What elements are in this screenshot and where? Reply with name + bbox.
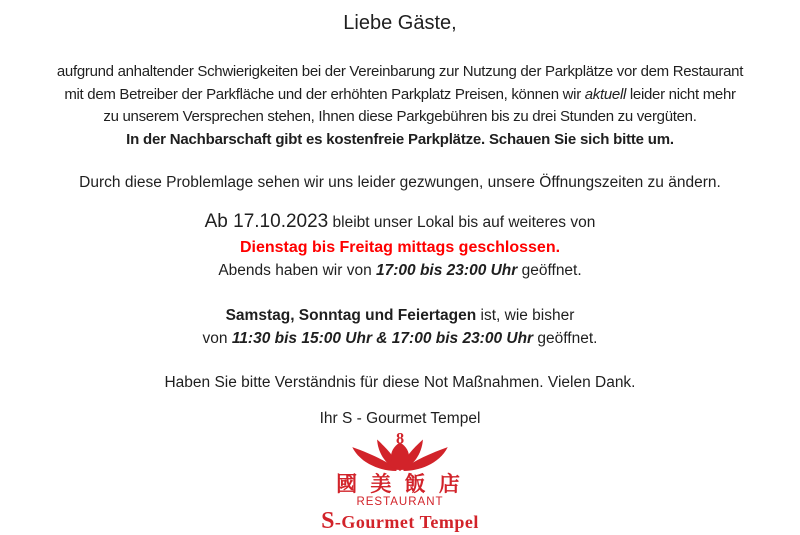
brand-rest: -Gourmet Tempel bbox=[334, 512, 479, 532]
effective-date: Ab 17.10.2023 bbox=[204, 211, 329, 232]
evening-hours-line bbox=[0, 259, 800, 282]
evening-hours-value: 17:00 bis 23:00 Uhr bbox=[376, 262, 518, 279]
lotus-flower-icon bbox=[345, 430, 455, 472]
lucky-number-8: 8 bbox=[395, 430, 405, 448]
weekend-days: Samstag, Sonntag und Feiertagen bbox=[225, 307, 477, 324]
closed-notice: Dienstag bis Freitag mittags geschlossen. bbox=[239, 239, 561, 256]
intro-line-3: zu unserem Versprechen stehen, Ihnen diese Parkgebühren bis zu drei Stunden zu vergüten. bbox=[103, 108, 697, 125]
problem-statement: Durch diese Problemlage sehen wir uns leider gezwungen, unsere Öffnungszeiten zu ändern. bbox=[79, 174, 721, 191]
intro-line-1: aufgrund anhaltender Schwierigkeiten bei der Vereinbarung zur Nutzung der Parkplätze vor dem Restaurant bbox=[56, 63, 744, 80]
effective-date-rest: bleibt unser Lokal bis auf weiteres von bbox=[328, 214, 596, 231]
weekend-days-line bbox=[0, 304, 800, 327]
evening-hours-pre: Abends haben wir von bbox=[218, 262, 377, 279]
evening-hours-post: geöffnet. bbox=[517, 262, 582, 279]
intro-line-2-emphasis: aktuell bbox=[584, 85, 627, 103]
free-parking-note: In der Nachbarschaft gibt es kostenfreie Parkplätze. Schauen Sie sich bitte um. bbox=[126, 130, 674, 148]
weekend-hours-value: 11:30 bis 15:00 Uhr & 17:00 bis 23:00 Uhr bbox=[231, 330, 534, 347]
brand-name bbox=[0, 509, 800, 535]
intro-line-2-post: leider nicht mehr bbox=[626, 85, 736, 103]
intro-line-2-pre: mit dem Betreiber der Parkfläche und der erhöhten Parkplatz Preisen, können wir bbox=[64, 85, 585, 103]
effective-date-line bbox=[0, 209, 800, 236]
signature: Ihr S - Gourmet Tempel bbox=[319, 410, 481, 427]
weekend-hours-line bbox=[0, 327, 800, 350]
weekend-days-rest: ist, wie bisher bbox=[476, 307, 575, 324]
weekend-hours-block bbox=[0, 304, 800, 350]
thanks-line: Haben Sie bitte Verständnis für diese Not Maßnahmen. Vielen Dank. bbox=[164, 374, 636, 391]
restaurant-logo bbox=[0, 430, 800, 535]
brand-initial: S bbox=[321, 508, 335, 534]
intro-paragraph bbox=[0, 61, 800, 151]
weekend-hours-pre: von bbox=[202, 330, 232, 347]
intro-line-2 bbox=[0, 84, 800, 107]
salutation: Liebe Gäste, bbox=[343, 12, 457, 34]
weekend-hours-post: geöffnet. bbox=[533, 330, 598, 347]
restaurant-type-label: RESTAURANT bbox=[356, 496, 444, 508]
chinese-restaurant-name: 國 美 飯 店 bbox=[336, 472, 464, 496]
